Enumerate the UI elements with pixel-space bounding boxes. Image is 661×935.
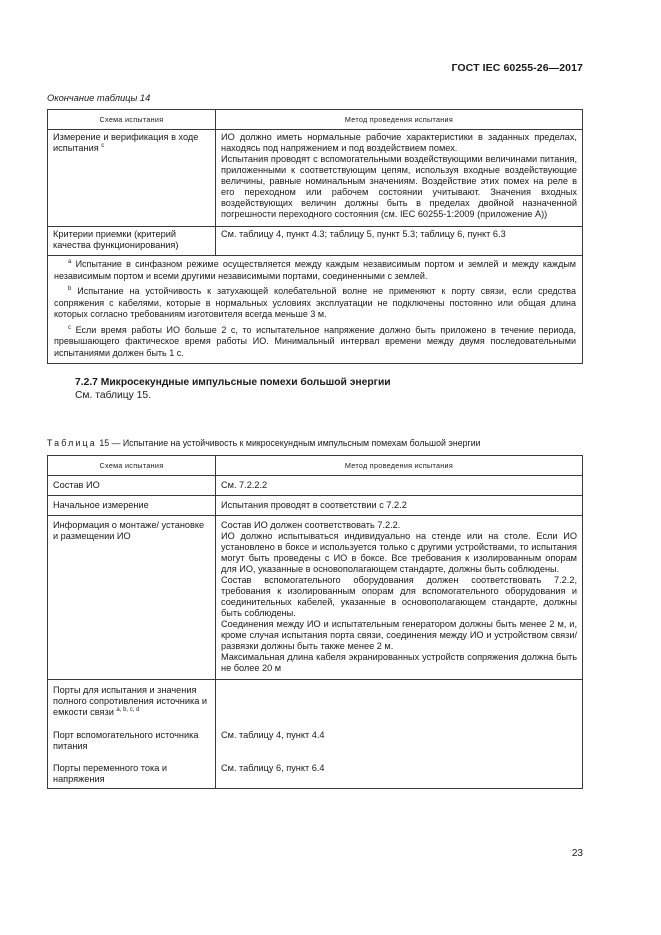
table-row: [48, 476, 583, 496]
footnote-b: $^b$ Испытание на устойчивость к затухающей колебательной волне не применяют к порту связи, если средства сопряжения с кабелями, которые в нормальных условиях эксплуатации не подключены постоянно или общая длина которых согласно требованиям изготовителя всегда меньше 3 м.: [54, 286, 576, 319]
row-label: Порты для испытания и значения полного сопротивления источника и емкости связи $^{a, b, c, d}$: [48, 680, 216, 725]
row-text: Состав ИО должен соответствовать 7.2.2. ИО должно испытываться индивидуально на стенде или на столе. Если ИО установлено в боксе и используется только с другими устройствами, то испытания могут быть проведены с ИО в боксе. Все требования к изолированным опорам для ИО, указанные в основополагающем стандарте, должны быть соблюдены. Состав вспомогательного оборудования должен соответствовать 7.2.2, требования к изолированным опорам для вспомогательного оборудования и соединительных кабелей, указанные в основополагающем стандарте, должны быть соблюдены. Соединения между ИО и испытательным генератором должны быть менее 2 м, и, кроме случая испытания порта связи, соединения между ИО и устройством связи/развязки должны быть также менее 2 м. Максимальная длина кабеля экранированных устройств сопряжения должна быть не более 20 м: [216, 516, 583, 680]
table15-col1-header: Схема испытания: [48, 456, 216, 476]
table15-col2-header: Метод проведения испытания: [216, 456, 583, 476]
row-label: Начальное измерение: [48, 496, 216, 516]
footnote-a: $^a$ Испытание в синфазном режиме осуществляется между каждым независимым портом и землей и между каждым независимым портом и всеми другими независимыми портами, соединенными с землей.: [54, 259, 576, 281]
row-label: Порты переменного тока и напряжения: [48, 754, 216, 789]
row-label: Информация о монтаже/ установке и размещении ИО: [48, 516, 216, 680]
table-row: [48, 516, 583, 680]
table14-col2-header: Метод проведения испытания: [216, 110, 583, 130]
table-row: [48, 754, 583, 789]
row-label: Порт вспомогательного источника питания: [48, 724, 216, 754]
row-text: См. таблицу 4, пункт 4.3; таблицу 5, пункт 5.3; таблицу 6, пункт 6.3: [216, 227, 583, 256]
row-text: [216, 680, 583, 725]
table-14: [47, 109, 583, 364]
row-text: См. 7.2.2.2: [216, 476, 583, 496]
row-text: См. таблицу 4, пункт 4.4: [216, 724, 583, 754]
table-row: [48, 680, 583, 725]
table-row: [48, 130, 583, 227]
table14-col1-header: Схема испытания: [48, 110, 216, 130]
section-see-reference: См. таблицу 15.: [75, 390, 151, 401]
table-row: [48, 496, 583, 516]
footnote-c: $^c$ Если время работы ИО больше 2 с, то испытательное напряжение должно быть приложено в течение периода, превышающего фактическое время работы ИО. Минимальный интервал времени между двумя последовательными испытаниями должен быть 1 с.: [54, 324, 576, 358]
document-header: ГОСТ IEC 60255-26—2017: [451, 62, 583, 74]
row-text: См. таблицу 6, пункт 6.4: [216, 754, 583, 789]
table-15: [47, 455, 583, 789]
table14-caption: Окончание таблицы 14: [47, 93, 151, 103]
page-number: 23: [571, 848, 583, 859]
table-row: [48, 724, 583, 754]
table-notes: [48, 256, 583, 364]
row-text: ИО должно иметь нормальные рабочие характеристики в заданных пределах, находясь под напряжением и под воздействием помех. Испытания проводят с вспомогательными воздействующими величинами питания, приложенными к соответствующим цепям, используя входные воздействующие величины, равные номинальным значениям. Воздействие этих помех на реле в его переходном или рабочем состоянии учитывают. Значения входных воздействующих величин должны быть в пределах двойной назначенной погрешности переходного состояния (см. IEC 60255-1:2009 (приложение А)): [216, 130, 583, 227]
table15-caption: Таблица 15 — Испытание на устойчивость к микросекундным импульсным помехам большой энергии: [47, 438, 481, 448]
row-text: Испытания проводят в соответствии с 7.2.2: [216, 496, 583, 516]
row-label: Критерии приемки (критерий качества функционирования): [48, 227, 216, 256]
table-row: [48, 227, 583, 256]
row-label: Состав ИО: [48, 476, 216, 496]
row-label: Измерение и верификация в ходе испытания $^c$: [48, 130, 216, 227]
section-title: 7.2.7 Микросекундные импульсные помехи большой энергии: [75, 377, 391, 388]
